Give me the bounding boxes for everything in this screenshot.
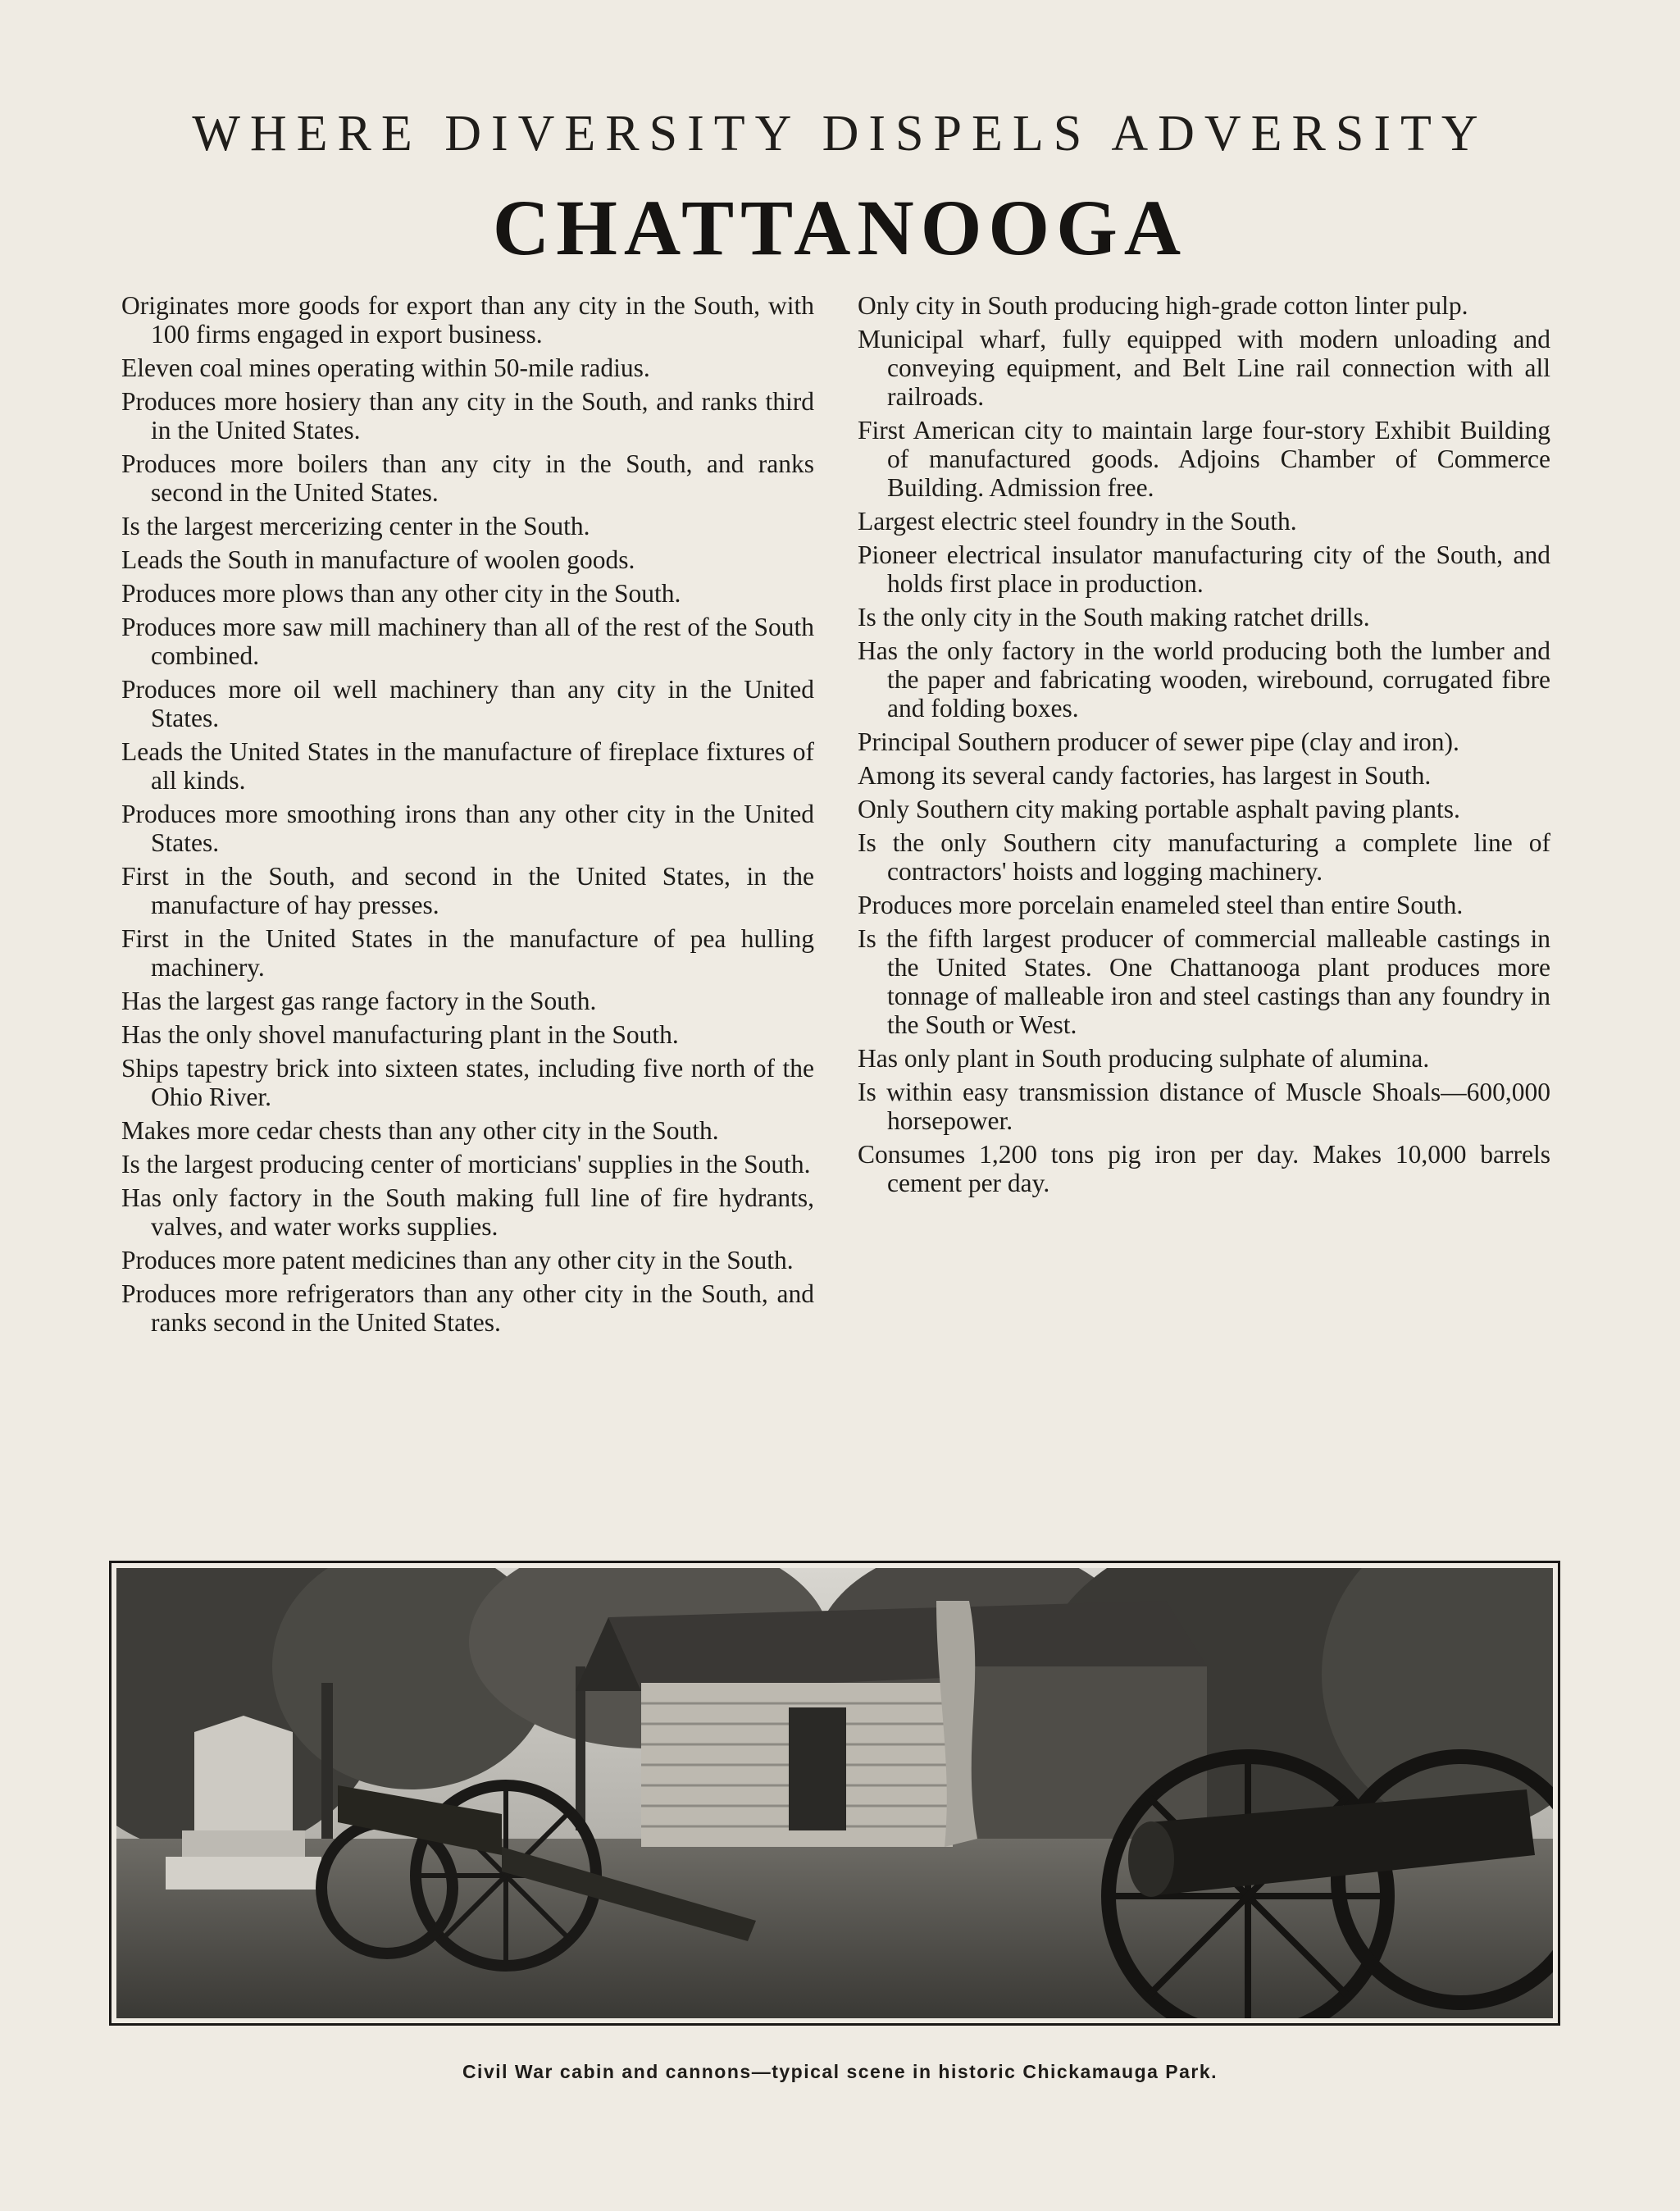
- right-fact-column: [858, 291, 1550, 1202]
- fact-item: Is the only city in the South making ratchet drills.: [858, 603, 1370, 631]
- fact-item: First in the South, and second in the United States, in the manufacture of hay presses.: [121, 862, 814, 919]
- page-title: CHATTANOOGA: [492, 184, 1188, 271]
- fact-item: Consumes 1,200 tons pig iron per day. Makes 10,000 barrels cement per day.: [858, 1140, 1550, 1197]
- fact-item: Municipal wharf, fully equipped with modern unloading and conveying equipment, and Belt Line rail connection with all railroads.: [858, 325, 1550, 411]
- fact-item: Pioneer electrical insulator manufacturing city of the South, and holds first place in production.: [858, 540, 1550, 598]
- fact-item: Produces more plows than any other city in the South.: [121, 579, 681, 608]
- fact-item: Ships tapestry brick into sixteen states, including five north of the Ohio River.: [121, 1054, 814, 1111]
- fact-item: Leads the United States in the manufacture of fireplace fixtures of all kinds.: [121, 737, 814, 795]
- fact-item: Only Southern city making portable asphalt paving plants.: [858, 795, 1460, 823]
- fact-item: Is within easy transmission distance of Muscle Shoals—600,000 horsepower.: [858, 1078, 1550, 1135]
- fact-item: Has only plant in South producing sulphate of alumina.: [858, 1044, 1430, 1073]
- fact-item: Originates more goods for export than any city in the South, with 100 firms engaged in export business.: [121, 291, 814, 349]
- fact-item: Produces more porcelain enameled steel than entire South.: [858, 891, 1464, 919]
- fact-item: Makes more cedar chests than any other city in the South.: [121, 1116, 719, 1145]
- fact-item: Produces more patent medicines than any other city in the South.: [121, 1246, 794, 1274]
- fact-item: Produces more smoothing irons than any other city in the United States.: [121, 800, 814, 857]
- fact-item: Is the largest mercerizing center in the South.: [121, 512, 590, 540]
- fact-item: Produces more hosiery than any city in the South, and ranks third in the United States.: [121, 387, 814, 444]
- fact-item: Is the largest producing center of morticians' supplies in the South.: [121, 1150, 811, 1178]
- fact-item: Is the only Southern city manufacturing a complete line of contractors' hoists and logging machinery.: [858, 828, 1550, 886]
- fact-item: Has the largest gas range factory in the South.: [121, 987, 597, 1015]
- fact-item: Leads the South in manufacture of woolen goods.: [121, 545, 635, 574]
- fact-item: Has the only factory in the world producing both the lumber and the paper and fabricating wooden, wirebound, corrugated fibre and folding boxes.: [858, 636, 1550, 723]
- park-scene-illustration: [116, 1568, 1553, 2018]
- fact-item: Only city in South producing high-grade cotton linter pulp.: [858, 291, 1468, 320]
- fact-item: Produces more saw mill machinery than all of the rest of the South combined.: [121, 613, 814, 670]
- fact-item: Principal Southern producer of sewer pipe (clay and iron).: [858, 727, 1459, 756]
- fact-item: First American city to maintain large four-story Exhibit Building of manufactured goods. Adjoins Chamber of Commerce Building. Admission free.: [858, 416, 1550, 502]
- fact-item: Produces more boilers than any city in the South, and ranks second in the United States.: [121, 449, 814, 507]
- fact-item: Has the only shovel manufacturing plant in the South.: [121, 1020, 679, 1049]
- fact-item: Has only factory in the South making full line of fire hydrants, valves, and water works supplies.: [121, 1183, 814, 1241]
- photo-caption: Civil War cabin and cannons—typical scene in historic Chickamauga Park.: [462, 2061, 1218, 2082]
- park-photograph: [109, 1561, 1560, 2026]
- fact-item: Produces more refrigerators than any other city in the South, and ranks second in the United States.: [121, 1279, 814, 1337]
- fact-item: Is the fifth largest producer of commercial malleable castings in the United States. One Chattanooga plant produces more tonnage of malleable iron and steel castings than any foundry in the South or West.: [858, 924, 1550, 1039]
- page-supertitle: WHERE DIVERSITY DISPELS ADVERSITY: [192, 106, 1488, 162]
- fact-item: Among its several candy factories, has largest in South.: [858, 761, 1432, 790]
- left-fact-column: [121, 291, 814, 1342]
- fact-item: First in the United States in the manufacture of pea hulling machinery.: [121, 924, 814, 982]
- fact-item: Largest electric steel foundry in the South.: [858, 507, 1297, 536]
- fact-item: Eleven coal mines operating within 50-mile radius.: [121, 353, 650, 382]
- fact-item: Produces more oil well machinery than any city in the United States.: [121, 675, 814, 732]
